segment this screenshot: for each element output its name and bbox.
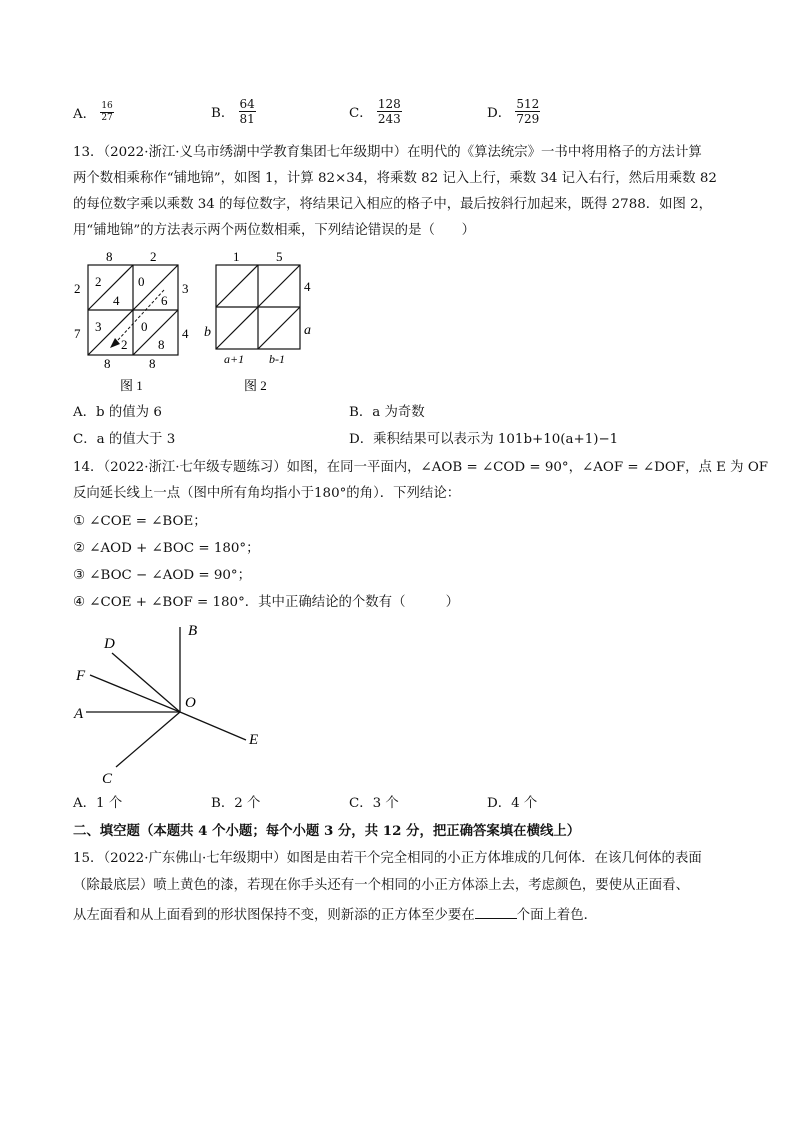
q13-option-b: B．a 为奇数 [349,405,425,420]
q14-conclusion-3: ③ ∠BOC − ∠AOD = 90°； [73,568,251,583]
fraction [100,102,113,123]
ray-of [90,675,180,712]
label-c: C [102,771,113,787]
numerator: 512 [516,97,540,111]
q12-option-d [487,98,540,125]
option-label: D． [487,106,512,121]
fig2-right-2: a [304,323,311,338]
fig1-top-1: 8 [106,250,113,264]
q15-line-3 [73,906,597,924]
fig2-caption: 图 2 [244,378,267,393]
q13-figure-1 [68,250,198,395]
q14-conclusion-2: ② ∠AOD + ∠BOC = 180°； [73,541,260,556]
q13-option-a: A．b 的值为 6 [73,405,162,420]
option-label: C． [349,106,373,121]
q13-figure-2 [198,250,328,395]
fig1-top-2: 2 [150,250,157,264]
numerator: 128 [377,97,401,111]
numerator: 16 [101,101,113,111]
denominator: 81 [239,112,255,126]
q12-option-b [211,98,256,125]
q15-line-3-end: 个面上着色． [516,908,598,923]
option-label: A． [73,107,97,122]
fig1-right-2: 4 [182,326,189,341]
fig1-caption: 图 1 [120,378,143,393]
fig1-left-2: 7 [74,326,81,341]
label-a: A [74,706,84,722]
fraction [377,98,402,125]
option-label: B． [211,106,235,121]
fraction [515,98,540,125]
q14-option-b: B．2 个 [211,796,261,811]
fig1-cell: 3 [95,319,102,334]
q14-option-c: C．3 个 [349,796,399,811]
q13-option-d: D．乘积结果可以表示为 101b+10(a+1)−1 [349,432,619,447]
fig1-cell: 2 [95,274,102,289]
fig2-bottom-1: a+1 [224,352,245,366]
fig2-top-2: 5 [276,250,283,264]
q14-conclusion-4: ④ ∠COE + ∠BOF = 180°．其中正确结论的个数有（ ） [73,595,460,610]
q15-line-2: （除最底层）喷上黄色的漆，若现在你手头还有一个相同的小正方体添上去，考虑颜色，要使从正面看、 [73,878,689,893]
q13-line-3: 的每位数字乘以乘数 34 的每位数字，将结果记入相应的格子中，最后按斜行加起来，既得 2788．如图 2， [73,197,713,212]
q14-conclusion-1: ① ∠COE = ∠BOE； [73,514,207,529]
label-b: B [188,623,198,639]
q14-option-a: A．1 个 [73,796,123,811]
fig1-bottom-1: 8 [104,356,111,371]
fig1-right-1: 3 [182,281,189,296]
q12-option-c [349,98,402,125]
ray-oc [116,712,180,767]
fig1-cell: 0 [141,319,148,334]
numerator: 64 [239,97,255,111]
label-o: O [185,695,196,711]
fig1-cell: 6 [161,293,168,308]
label-e: E [249,732,259,748]
answer-blank[interactable] [475,906,517,919]
denominator: 27 [101,113,113,123]
q14-line-2: 反向延长线上一点（图中所有角均指小于180°的角）．下列结论： [73,486,461,501]
ray-od [112,653,180,712]
fig2-bottom-2: b-1 [269,352,285,366]
fig1-cell: 4 [113,293,120,308]
section-heading-fill-in: 二、填空题（本题共 4 个小题；每个小题 3 分，共 12 分，把正确答案填在横线上） [73,823,581,839]
fig1-cell: 2 [121,337,128,352]
q12-option-a [73,102,114,123]
fraction [239,98,256,125]
fig2-top-1: 1 [233,250,240,264]
fig1-bottom-2: 8 [149,356,156,371]
q14-figure [70,615,270,790]
fig2-right-1: 4 [304,279,311,294]
fig2-left: b [204,325,211,340]
q12-options [73,98,593,134]
fig1-cell: 8 [158,337,165,352]
fig1-cell: 0 [138,274,145,289]
denominator: 729 [516,112,540,126]
q15-line-3-text: 从左面看和从上面看到的形状图保持不变，则新添的正方体至少要在 [73,908,475,923]
fig1-left-1: 2 [74,281,81,296]
label-f: F [76,668,86,684]
q14-option-d: D．4 个 [487,796,538,811]
q13-line-4: 用“铺地锦”的方法表示两个两位数相乘，下列结论错误的是（ ） [73,223,476,238]
q15-line-1: 15．（2022·广东佛山·七年级期中）如图是由若干个完全相同的小正方体堆成的几何体．在该几何体的表面 [73,851,702,866]
denominator: 243 [377,112,401,126]
q14-line-1: 14．（2022·浙江·七年级专题练习）如图，在同一平面内，∠AOB = ∠COD = 90°，∠AOF = ∠DOF，点 E 为 OF [73,460,769,475]
q13-option-c: C．a 的值大于 3 [73,432,176,447]
ray-oe [180,712,246,740]
q13-line-1: 13．（2022·浙江·义乌市绣湖中学教育集团七年级期中）在明代的《算法统宗》一书中将用格子的方法计算 [73,145,702,160]
q13-line-2: 两个数相乘称作“铺地锦”，如图 1，计算 82×34，将乘数 82 记入上行，乘数 34 记入右行，然后用乘数 82 [73,171,717,186]
label-d: D [104,636,115,652]
